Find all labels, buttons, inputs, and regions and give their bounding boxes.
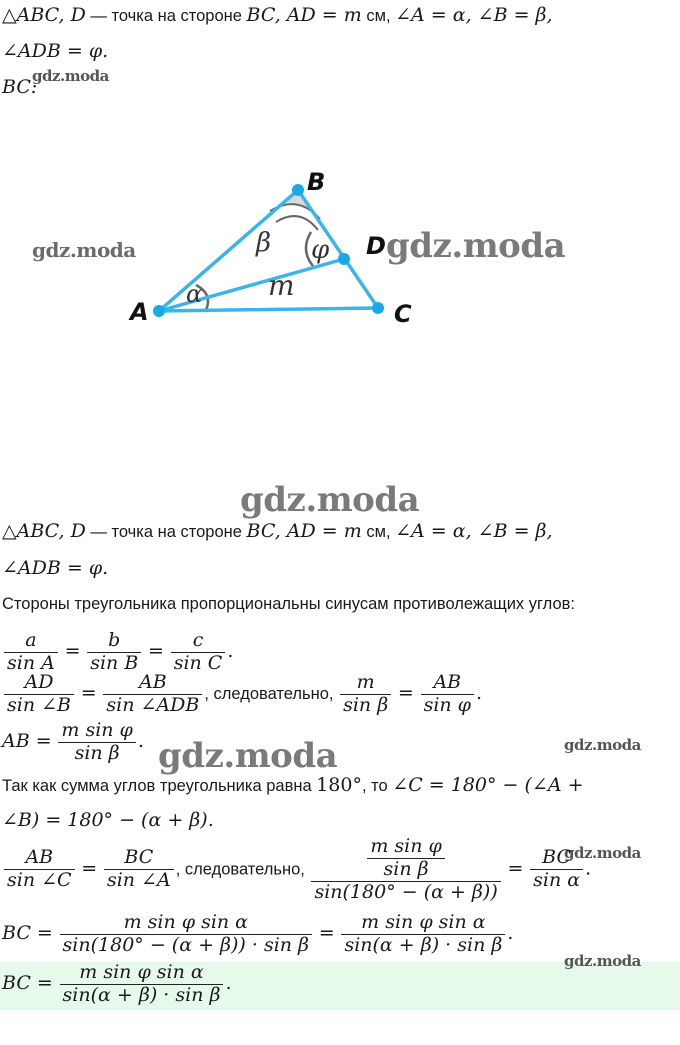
fraction-bc-a: $\frac{BC}{\sin \angle A}$ [104, 847, 174, 892]
point-b [292, 184, 304, 196]
fraction-ab-value: $\frac{\text{m sin φ}}{\text{sin β}}$ [58, 720, 135, 765]
label-a: A [130, 298, 149, 326]
fraction-bc-long: $\frac{\text{m sin φ sin α}}{\text{sin(180° − (α + β)) · sin β}}$ [60, 912, 313, 957]
fraction-ad: $\frac{AD}{\sin \angle B}$ [4, 672, 74, 717]
label-c: C [394, 300, 412, 328]
problem-triangle: △ABC, D [2, 4, 86, 26]
problem-angles: ∠A = α, ∠B = β, [395, 4, 553, 26]
equals-sign: = [64, 639, 81, 662]
fraction-inner: $\frac{\text{m sin φ}}{\text{sin β}}$ [367, 836, 444, 881]
formula-bc-ratio [2, 836, 591, 904]
fraction-nested: $\frac{\frac{\text{m sin φ}}{\text{sin β}}}{\sin(180^\circ - (\alpha + \beta))}$ [311, 836, 500, 904]
point-d [338, 253, 350, 265]
equals-sign: = [80, 681, 97, 704]
equals-sign: = [507, 857, 524, 880]
angle-b-arc-2 [276, 216, 318, 230]
equals-sign: = [397, 681, 414, 704]
equals-sign: = [148, 639, 164, 662]
answer-lhs: BC = [2, 971, 53, 994]
fraction-ab: $\frac{AB}{\text{sin ∠ADB}}$ [103, 672, 202, 717]
given-line-1 [2, 522, 553, 541]
problem-side: BC, AD = m [246, 4, 362, 26]
point-c [372, 302, 384, 314]
given-unit: см, [361, 523, 396, 541]
angle-sum-then: , то [361, 777, 393, 795]
period: . [225, 971, 232, 994]
answer-line [2, 962, 232, 1007]
period: . [507, 921, 514, 944]
fraction-c: $\frac{c}{\text{sin C}}$ [171, 630, 226, 675]
equals-sign: = [318, 921, 335, 944]
watermark-right-1: gdz.moda [564, 736, 641, 754]
period: . [476, 681, 483, 704]
label-beta: β [256, 228, 272, 258]
bc-lhs: BC = [2, 921, 53, 944]
watermark-figure-right: gdz.moda [386, 226, 566, 266]
fraction-ab-phi: $\frac{AB}{\text{sin φ}}$ [421, 672, 474, 717]
label-m: m [268, 269, 295, 302]
formula-law-of-sines [2, 630, 233, 675]
fraction-bc-alpha: $\frac{BC}{\text{sin α}}$ [530, 847, 583, 892]
problem-line-1 [2, 6, 553, 25]
sines-statement: Стороны треугольника пропорциональны синусам противолежащих углов: [2, 595, 575, 613]
label-alpha: α [186, 280, 203, 308]
connector-text: , следовательно, [204, 684, 339, 703]
angle-sum-text: Так как сумма углов треугольника равна [2, 777, 317, 795]
given-text: — точка на стороне [85, 523, 247, 541]
given-line-2: ∠ADB = φ. [2, 557, 109, 579]
fraction-bc-short: $\frac{\text{m sin φ sin α}}{\text{sin(α + β) · sin β}}$ [341, 912, 505, 957]
fraction-m: $\frac{m}{\text{sin β}}$ [340, 672, 391, 717]
given-side: BC, AD = m [246, 520, 362, 542]
point-a [153, 305, 165, 317]
problem-text: — точка на стороне [85, 7, 247, 25]
watermark-figure-left: gdz.moda [32, 238, 136, 262]
equals-sign: = [81, 857, 98, 880]
label-b: B [307, 168, 326, 196]
problem-question: BC: [2, 76, 38, 98]
angle-sum-line-2: ∠B) = 180° − (α + β). [2, 809, 214, 831]
angle-sum-line-1 [2, 776, 584, 795]
period: . [227, 639, 234, 662]
fraction-ab-c: $\frac{AB}{\sin \angle C}$ [4, 847, 75, 892]
answer-fraction: $\frac{\text{m sin φ sin α}}{\text{sin(α + β) · sin β}}$ [60, 962, 224, 1007]
problem-line-2: ∠ADB = φ. [2, 40, 109, 62]
watermark-right-3: gdz.moda [564, 952, 641, 970]
angle-c-formula: ∠C = 180° − (∠A + [392, 774, 584, 796]
watermark-formula: gdz.moda [158, 736, 338, 776]
label-phi: φ [311, 235, 330, 265]
fraction-b: $\frac{b}{\text{sin B}}$ [87, 630, 141, 675]
watermark-center: gdz.moda [240, 480, 420, 520]
formula-ad-ab [2, 672, 482, 717]
watermark-top: gdz.moda [32, 67, 109, 85]
problem-unit: см, [361, 7, 396, 25]
connector-text: , следовательно, [175, 860, 310, 879]
given-angles: ∠A = α, ∠B = β, [395, 520, 553, 542]
side-ac [159, 308, 378, 311]
angle-sum-value: 180° [316, 774, 362, 796]
angle-b-fill [270, 192, 320, 219]
label-d: D [366, 232, 386, 260]
watermark-right-2: gdz.moda [564, 844, 641, 862]
period: . [585, 857, 592, 880]
given-triangle: △ABC, D [2, 520, 86, 542]
period: . [137, 729, 144, 752]
fraction-a: $\frac{a}{\text{sin A}}$ [4, 630, 58, 675]
formula-ab [2, 720, 144, 765]
ab-lhs: AB = [2, 729, 52, 752]
formula-bc-expanded [2, 912, 513, 957]
